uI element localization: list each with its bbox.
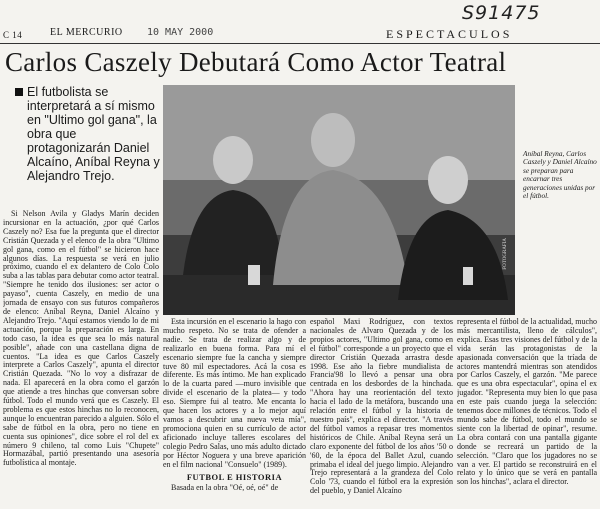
- headline: Carlos Caszely Debutará Como Actor Teatral: [5, 47, 507, 77]
- date-stamp: 10 MAY 2000: [147, 27, 214, 38]
- column-3-text: español Maxi Rodríguez, con textos nacionales de Alvaro Quezada y de los propios actores, "Ultimo gol gana, como en el fútbol" corresponde a un proyecto que el director Cristián Quezada arrastra desde 1998. Ese año la fiebre mundialista de Francia'98 lo llevó a pensar una obra centrada en los desbordes de la hinchada. "Ahora hay una reorientación del texto hacia el lado de la metáfora, buscando una relación entre el fútbol y la historia de nuestro país", explica el director. "A través del fútbol vamos a repasar tres momentos históricos de Chile. Aníbal Reyna será un claro exponente del fútbol de los años '50 o '60, de la época del Ballet Azul, cuando primaba el ideal del juego limpio. Alejandro Trejo representará a la grandeza del Colo Colo '73, cuando el fútbol era la expresión del pueblo, y Daniel Alcaíno: [310, 318, 453, 496]
- photo: [163, 85, 515, 315]
- newspaper-name: EL MERCURIO: [50, 27, 123, 38]
- handwritten-note: S91475: [462, 2, 541, 24]
- subheading: FUTBOL E HISTORIA: [186, 472, 283, 483]
- article-column-4: [457, 318, 597, 508]
- column-2-text: Esta incursión en el escenario la hago con mucho respeto. No se trata de ofender a nadie. Se trata de realizar algo y de realizarlo en buena forma. Para mí el escenario siempre fue la cancha y siempre tuve 80 mil espectadores. Acá la cosa es diferente. Es más íntimo. Me han explicado lo de la cuarta pared —muro invisible que divide el escenario de la platea— y todo eso. Siempre fui al teatro. Me encanta lo que hacen los actores y a lo mejor aquí vamos a descubrir una nueva veta mía", promociona quien en su currículo de actor aficionado incluye talleres escolares del colegio Pedro Salas, uno más adulto dictado por Héctor Noguera y una breve aparición en el film nacional "Consuelo" (1989).: [163, 318, 306, 469]
- column-4-text: representa el fútbol de la actualidad, mucho más mercantilista, lleno de cálculos", explica. Esas tres visiones del fútbol y de la vida serán las protagonistas de la apasionada conversación que la tríada de actores mantendrá mientras son atendidos por Carlos Caszely, el garzón. "Me parece que es una obra espectacular", opina el ex jugador. "Representa muy bien lo que pasa en este país cuando juega la selección: tenemos doce millones de técnicos. Todo el mundo sabe de fútbol, todo el mundo se siente con la libertad de opinar", resume. La obra contará con una pantalla gigante donde se recreará un partido de la selección. "Claro que los jugadores no se van a ver. El partido se reconstruirá en el relato y lo único que se verá en pantalla son los hinchas", aclara el director.: [457, 318, 597, 487]
- column-2-tail: Basada en la obra "Oé, oé, oé" de: [171, 483, 279, 493]
- header-rule: [0, 43, 600, 44]
- article-column-3: [310, 318, 453, 508]
- bullet-icon: [15, 88, 23, 96]
- column-1-text: Si Nelson Avila y Gladys Marín deciden incursionar en la actuación, ¿por qué Carlos Caszely no? Esa fue la pregunta que el director Cristián Quezada y el elenco de la obra "Ultimo gol gana, como en el fútbol" se hicieron hace algunos días. La respuesta se verá en julio próximo, cuando el ex delantero de Colo Colo suba a las tablas para debutar como actor teatral. "Siempre he tenido dos ilusiones: ser actor o payaso", cuenta Caszely, en medio de una jornada de ensayo con sus futuros compañeros de elenco: Aníbal Reyna, Daniel Alcaíno y Alejandro Trejo. "Aquí estamos viendo lo de mi actuación, porque la preparación es larga. En todo caso, la idea es que sea lo más natural posible", añade con una castellana digna de cuentos. "La idea es que Carlos Caszely interprete a Carlos Caszely", apunta el director Cristián Quezada. "No lo voy a disfrazar de nada. El aparecerá en la obra como el garzón que atiende a tres hinchas que conversan sobre fútbol. Todo el mundo verá que es Caszely. El problema es que estos hinchas no lo reconocen, aunque lo encuentran parecido a alguien. Sólo el sabe de fútbol en la obra, pero no tiene en cuenta sus opiniones", dice sobre el rol del ex número 9 chileno, tal como Luis "Chupete" Hormazábal, partió presentando una asesoría futbolística al montaje.: [3, 210, 159, 468]
- deck-text: El futbolista se interpretará a sí mismo en "Ultimo gol gana", la obra que protagonizarán Daniel Alcaíno, Aníbal Reyna y Alejandro Trejo.: [27, 85, 160, 183]
- section-name: ESPECTACULOS: [386, 27, 513, 41]
- article-column-1: [3, 210, 159, 506]
- photo-caption: Aníbal Reyna, Carlos Caszely y Daniel Alcaíno se preparan para encarnar tres generaciones unidas por el fútbol.: [523, 149, 597, 201]
- article-column-2: [163, 318, 306, 508]
- page-number: C 14: [3, 30, 23, 40]
- photo-illustration: [163, 85, 515, 315]
- photo-credit: FOTOGRAFÍA: [503, 238, 508, 270]
